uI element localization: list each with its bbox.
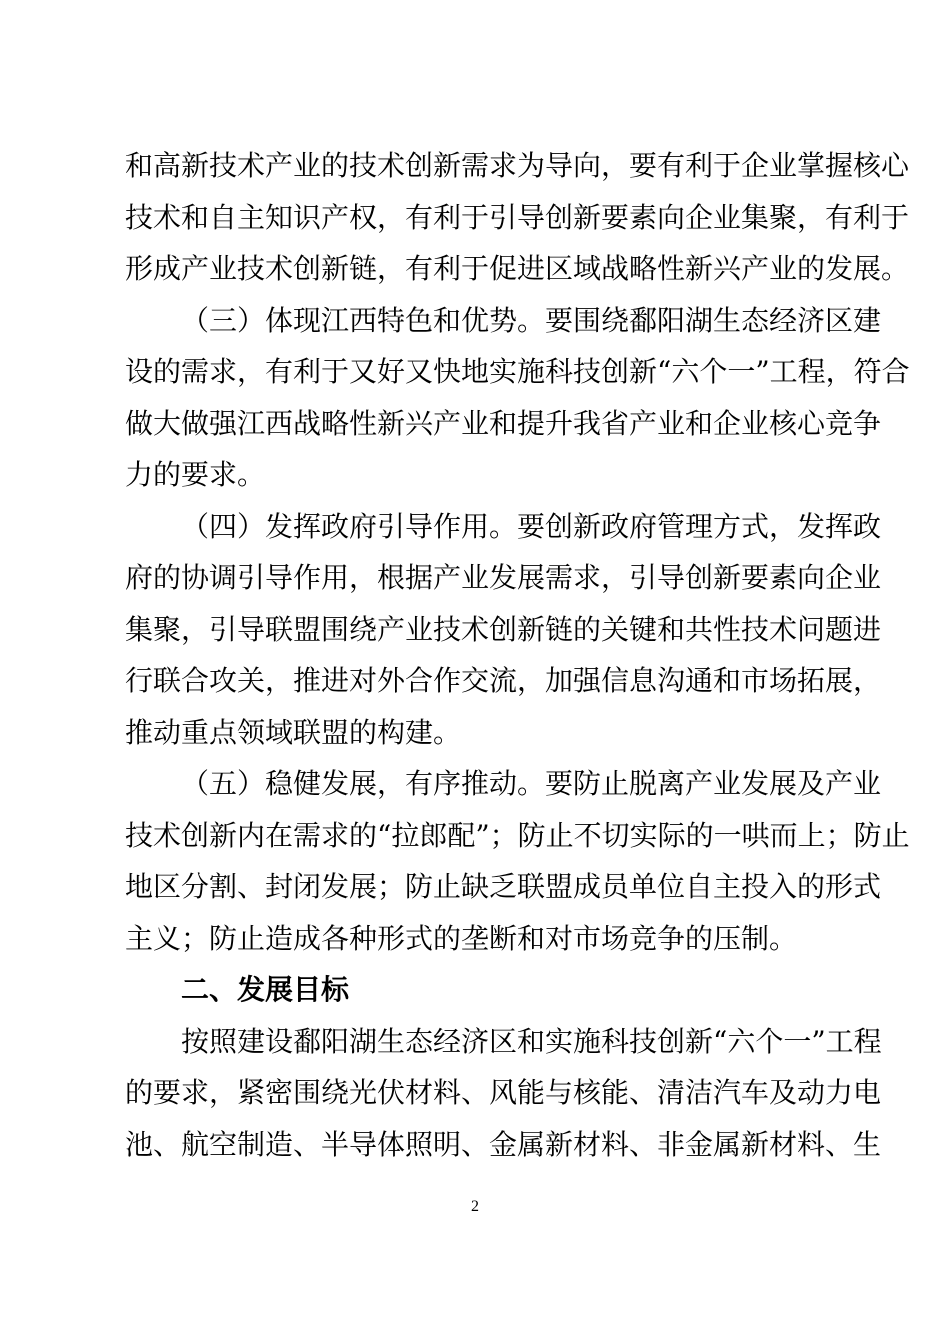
text-line: 推动重点领域联盟的构建。 [125, 715, 462, 749]
text-line: 的要求，紧密围绕光伏材料、风能与核能、清洁汽车及动力电 [125, 1076, 882, 1109]
section-heading: 二、发展目标 [181, 973, 350, 1006]
text-line: 和高新技术产业的技术创新需求为导向，要有利于企业掌握核心 [125, 149, 910, 182]
paragraph-section-3 [125, 295, 910, 501]
text-line: 地区分割、封闭发展；防止缺乏联盟成员单位自主投入的形式 [125, 870, 882, 903]
text-line: 设的需求，有利于又好又快地实施科技创新“六个一”工程，符合 [125, 355, 910, 388]
paragraph-continuation [125, 140, 910, 295]
text-line: （三）体现江西特色和优势。要围绕鄱阳湖生态经济区建 [181, 303, 882, 337]
text-line: 集聚，引导联盟围绕产业技术创新链的关键和共性技术问题进 [125, 612, 882, 646]
text-line: 力的要求。 [125, 458, 266, 491]
page-number: 2 [471, 1198, 479, 1215]
text-line: 形成产业技术创新链，有利于促进区域战略性新兴产业的发展。 [125, 252, 910, 285]
text-line: 做大做强江西战略性新兴产业和提升我省产业和企业核心竞争 [125, 406, 882, 440]
text-line: （五）稳健发展，有序推动。要防止脱离产业发展及产业 [181, 767, 882, 800]
text-line: 技术创新内在需求的“拉郎配”；防止不切实际的一哄而上；防止 [125, 818, 910, 852]
text-line: 主义；防止造成各种形式的垄断和对市场竞争的压制。 [125, 921, 798, 955]
text-line: 府的协调引导作用，根据产业发展需求，引导创新要素向企业 [125, 561, 882, 594]
text-line: 池、航空制造、半导体照明、金属新材料、非金属新材料、生 [125, 1127, 882, 1161]
text-line: 按照建设鄱阳湖生态经济区和实施科技创新“六个一”工程 [181, 1024, 882, 1058]
text-line: 行联合攻关，推进对外合作交流，加强信息沟通和市场拓展， [125, 664, 882, 697]
text-line: 技术和自主知识产权，有利于引导创新要素向企业集聚，有利于 [125, 200, 910, 234]
text-line: （四）发挥政府引导作用。要创新政府管理方式，发挥政 [181, 509, 882, 543]
paragraph-section-4 [125, 501, 882, 759]
body-text [125, 140, 910, 1170]
paragraph-goals [125, 1016, 882, 1171]
paragraph-section-5 [125, 758, 910, 964]
